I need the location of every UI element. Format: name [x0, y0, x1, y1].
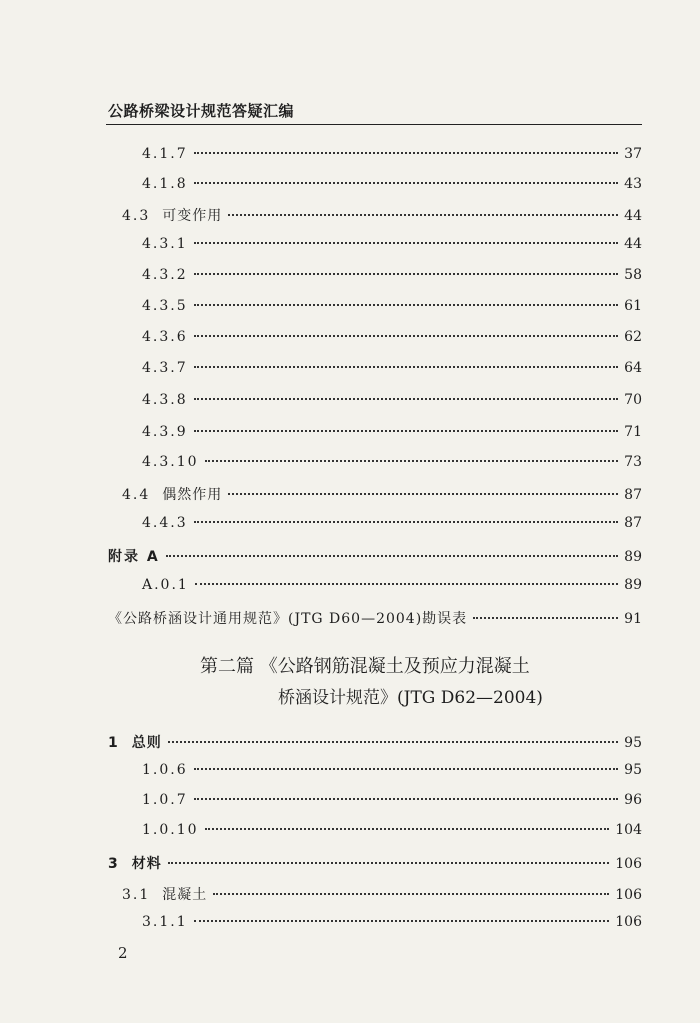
toc-entry-page: 43 [624, 176, 642, 192]
dot-leader [205, 460, 619, 462]
toc-entry-page: 106 [615, 856, 642, 872]
toc-entry[interactable] [142, 822, 642, 842]
dot-leader [228, 493, 618, 495]
toc-entry-title: 材料 [131, 856, 162, 872]
toc-entry-page: 73 [624, 454, 642, 470]
dot-leader [194, 798, 619, 800]
toc-entry-page: 95 [624, 735, 642, 751]
toc-entry[interactable] [122, 484, 642, 504]
toc-entry-number: 4.3.6 [142, 329, 188, 345]
toc-entry[interactable] [108, 853, 642, 873]
part-title-line1: 第二篇 《公路钢筋混凝土及预应力混凝土 [200, 656, 530, 677]
dot-leader [228, 214, 618, 216]
running-header: 公路桥梁设计规范答疑汇编 [108, 102, 295, 120]
toc-entry-number: 3.1.1 [142, 914, 188, 930]
toc-entry-number: 4.3.10 [142, 454, 199, 470]
toc-entry-page: 91 [624, 611, 642, 627]
toc-entry-number: 1.0.7 [142, 792, 188, 808]
toc-entry-page: 96 [624, 792, 642, 808]
toc-entry[interactable] [142, 146, 642, 166]
toc-entry-page: 95 [624, 762, 642, 778]
dot-leader [168, 862, 610, 864]
toc-entry-number: 4.3 [122, 208, 151, 224]
toc-entry-number: 4.3.5 [142, 298, 188, 314]
dot-leader [194, 242, 619, 244]
toc-entry-page: 106 [615, 887, 642, 903]
toc-entry-number: 4.1.7 [142, 146, 188, 162]
toc-entry-number: 4.3.1 [142, 236, 188, 252]
toc-entry-page: 44 [624, 236, 642, 252]
toc-entry[interactable] [142, 424, 642, 444]
toc-entry-page: 89 [624, 549, 642, 565]
toc-entry-title: 偶然作用 [162, 487, 223, 503]
toc-entry[interactable] [108, 608, 642, 628]
dot-leader [473, 617, 618, 619]
toc-entry-page: 87 [624, 515, 642, 531]
toc-entry[interactable] [108, 546, 642, 566]
dot-leader [168, 741, 618, 743]
toc-entry-number: 1.0.10 [142, 822, 199, 838]
toc-entry[interactable] [122, 884, 642, 904]
toc-entry-number: 4.3.2 [142, 267, 188, 283]
toc-entry-page: 106 [615, 914, 642, 930]
toc-entry-number: 4.4 [122, 487, 151, 503]
dot-leader [194, 335, 619, 337]
toc-entry-page: 62 [624, 329, 642, 345]
toc-entry[interactable] [142, 236, 642, 256]
dot-leader [194, 182, 619, 184]
dot-leader [194, 366, 619, 368]
toc-entry[interactable] [142, 762, 642, 782]
dot-leader [194, 304, 619, 306]
toc-entry-page: 58 [624, 267, 642, 283]
toc-entry-number: 4.3.7 [142, 360, 188, 376]
dot-leader [205, 828, 610, 830]
toc-entry-page: 44 [624, 208, 642, 224]
toc-entry-page: 70 [624, 392, 642, 408]
dot-leader [194, 768, 619, 770]
toc-entry-title: 总则 [131, 735, 162, 751]
toc-entry[interactable] [142, 360, 642, 380]
dot-leader [194, 273, 619, 275]
page-number: 2 [118, 944, 128, 962]
toc-entry[interactable] [142, 792, 642, 812]
toc-entry-page: 87 [624, 487, 642, 503]
toc-entry-page: 71 [624, 424, 642, 440]
toc-entry-number: 4.3.9 [142, 424, 188, 440]
toc-entry-number: 4.3.8 [142, 392, 188, 408]
dot-leader [194, 152, 619, 154]
dot-leader [194, 430, 619, 432]
dot-leader [194, 521, 619, 523]
toc-entry-page: 104 [615, 822, 642, 838]
toc-entry[interactable] [108, 732, 642, 752]
toc-entry[interactable] [142, 176, 642, 196]
dot-leader [194, 920, 610, 922]
toc-entry-title: 《公路桥涵设计通用规范》(JTG D60—2004)勘误表 [108, 611, 468, 627]
toc-entry[interactable] [142, 454, 642, 474]
toc-entry[interactable] [142, 914, 642, 934]
toc-entry-page: 89 [624, 577, 642, 593]
toc-entry-number: 1 [108, 735, 120, 751]
toc-entry[interactable] [142, 298, 642, 318]
toc-entry-number: 1.0.6 [142, 762, 188, 778]
toc-entry[interactable] [142, 392, 642, 412]
toc-entry[interactable] [142, 329, 642, 349]
header-rule [106, 124, 642, 125]
toc-entry-page: 61 [624, 298, 642, 314]
toc-entry-number: 3.1 [122, 887, 151, 903]
dot-leader [213, 893, 609, 895]
toc-entry-number: 附录 A [108, 549, 160, 565]
toc-entry-number: 3 [108, 856, 120, 872]
toc-entry-title: 混凝土 [162, 887, 208, 903]
dot-leader [195, 583, 618, 585]
dot-leader [194, 398, 619, 400]
toc-entry-number: A.0.1 [142, 577, 189, 593]
toc-entry[interactable] [142, 577, 642, 597]
toc-entry-number: 4.4.3 [142, 515, 188, 531]
toc-entry[interactable] [142, 515, 642, 535]
toc-entry-page: 37 [624, 146, 642, 162]
dot-leader [166, 555, 618, 557]
toc-entry-title: 可变作用 [162, 208, 223, 224]
toc-entry-number: 4.1.8 [142, 176, 188, 192]
toc-entry-page: 64 [624, 360, 642, 376]
toc-entry[interactable] [142, 267, 642, 287]
toc-entry[interactable] [122, 205, 642, 225]
part-title-line2: 桥涵设计规范》(JTG D62—2004) [278, 688, 543, 708]
